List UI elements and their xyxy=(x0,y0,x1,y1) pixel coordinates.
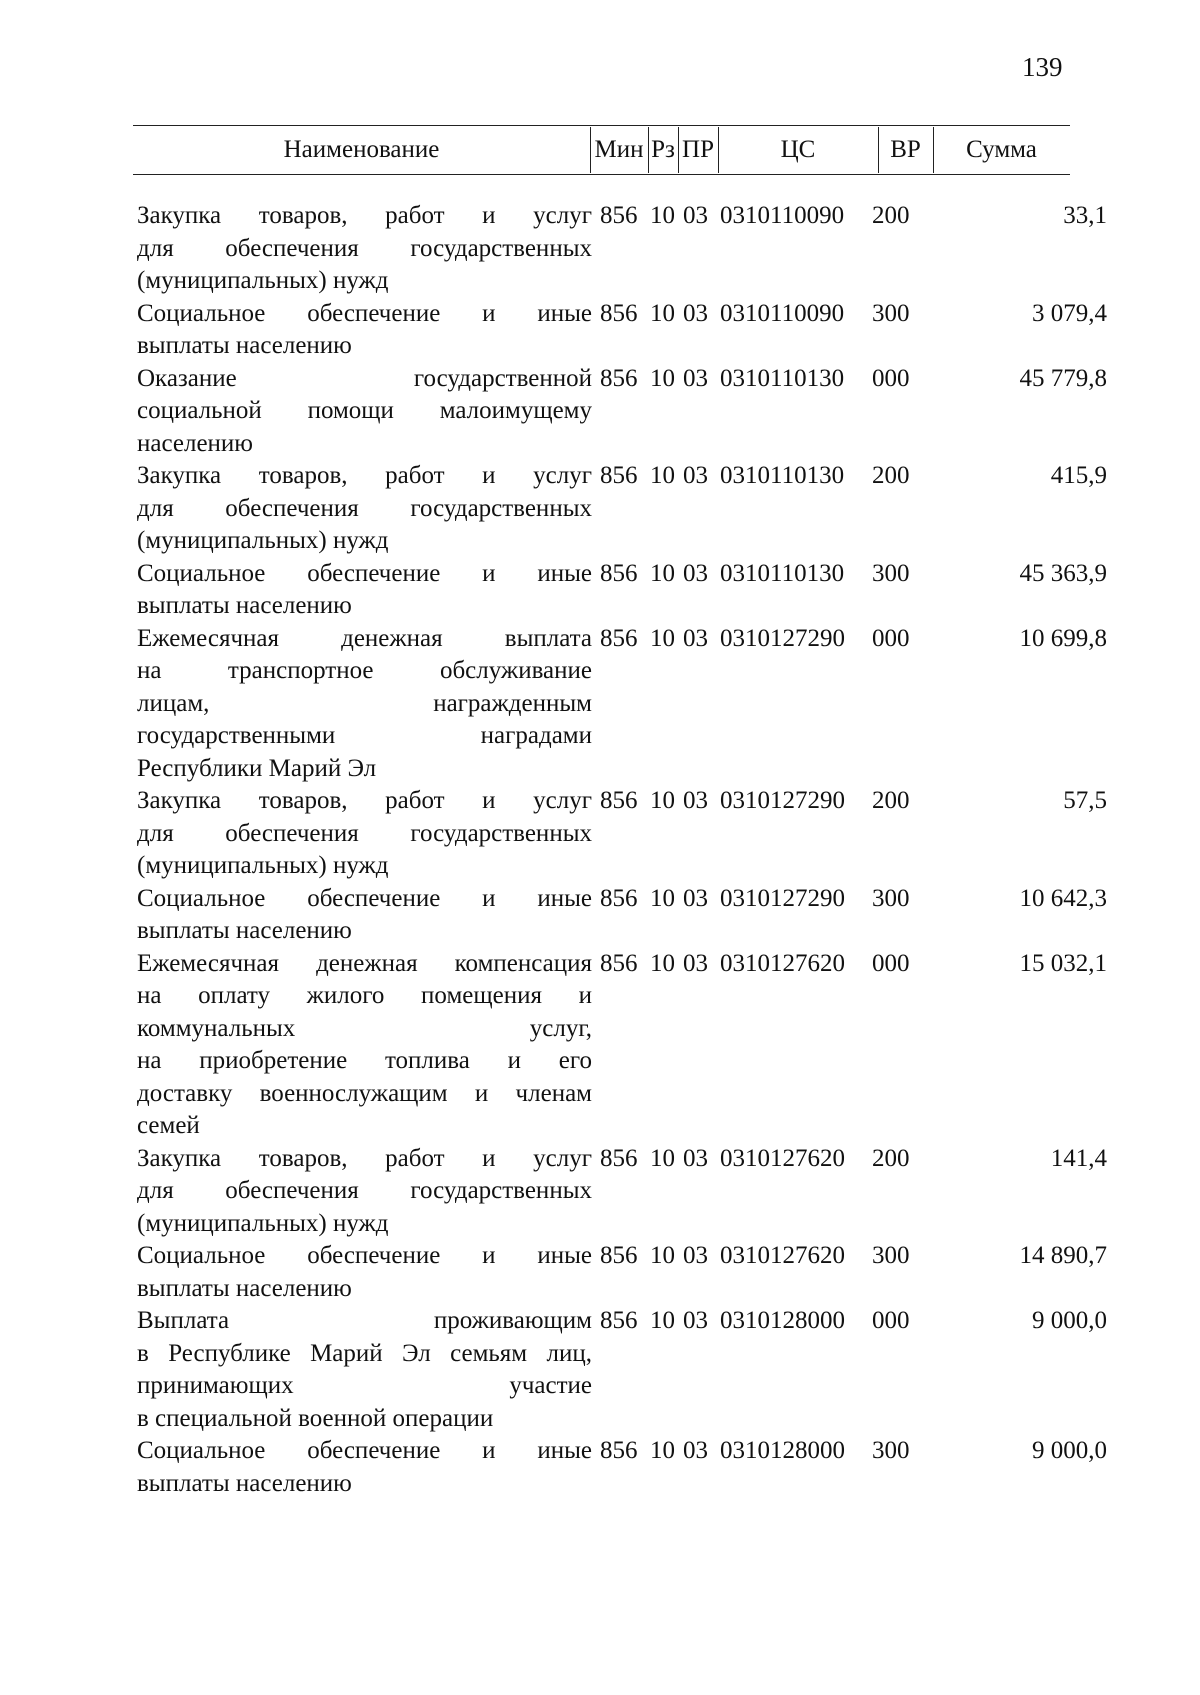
row-cs: 0310127290 xyxy=(720,787,845,814)
table-row xyxy=(137,883,1107,948)
row-min: 856 xyxy=(600,1307,638,1334)
row-sum: 14 890,7 xyxy=(1019,1242,1107,1269)
table-top-rule xyxy=(133,125,1070,126)
table-row xyxy=(137,200,1107,298)
row-name-line: на транспортное обслуживание xyxy=(137,657,592,684)
row-rz: 10 xyxy=(650,299,675,327)
header-cs: ЦС xyxy=(780,136,816,163)
row-name-line: Ежемесячная денежная выплата xyxy=(137,624,592,652)
row-cs: 0310127290 xyxy=(720,884,845,912)
row-name-line: выплаты населению xyxy=(137,332,352,359)
row-pr: 03 xyxy=(683,884,708,912)
table-row xyxy=(137,363,1107,461)
table-header xyxy=(133,127,1070,173)
row-name xyxy=(137,1240,592,1305)
row-sum: 15 032,1 xyxy=(1019,949,1107,977)
row-name xyxy=(137,200,592,298)
table-row xyxy=(137,948,1107,1143)
row-vr: 300 xyxy=(872,1242,910,1269)
row-name xyxy=(137,785,592,883)
row-vr: 000 xyxy=(872,624,910,652)
table-row xyxy=(137,558,1107,623)
row-name-line: семей xyxy=(137,1112,200,1139)
row-name-line: Республики Марий Эл xyxy=(137,754,377,782)
row-min: 856 xyxy=(600,559,638,587)
row-name xyxy=(137,948,592,1143)
row-name-line: на оплату жилого помещения и xyxy=(137,982,592,1009)
row-sum: 9 000,0 xyxy=(1032,1307,1107,1334)
row-vr: 300 xyxy=(872,559,910,587)
row-name-line: государственными наградами xyxy=(137,722,592,749)
row-vr: 200 xyxy=(872,462,910,489)
row-name xyxy=(137,298,592,363)
page-number: 139 xyxy=(1022,52,1063,82)
row-cs: 0310110130 xyxy=(720,462,845,489)
row-vr: 200 xyxy=(872,202,910,229)
table-row xyxy=(137,1143,1107,1241)
header-vr: ВР xyxy=(890,136,921,163)
row-min: 856 xyxy=(600,624,638,652)
row-rz: 10 xyxy=(650,559,675,587)
row-pr: 03 xyxy=(683,1437,708,1464)
row-rz: 10 xyxy=(650,1144,675,1172)
row-name xyxy=(137,558,592,623)
row-cs: 0310127290 xyxy=(720,624,845,652)
header-divider xyxy=(678,127,679,173)
row-sum: 9 000,0 xyxy=(1032,1437,1107,1464)
row-name-line: выплаты населению xyxy=(137,592,352,619)
row-pr: 03 xyxy=(683,1242,708,1269)
row-min: 856 xyxy=(600,949,638,977)
row-name-line: выплаты населению xyxy=(137,1274,352,1302)
row-sum: 57,5 xyxy=(1063,787,1107,814)
header-divider xyxy=(878,127,879,173)
header-pr: ПР xyxy=(682,136,714,163)
row-sum: 415,9 xyxy=(1050,462,1107,489)
row-name-line: в специальной военной операции xyxy=(137,1404,494,1432)
row-min: 856 xyxy=(600,884,638,912)
row-name-line: населению xyxy=(137,429,253,457)
row-pr: 03 xyxy=(683,364,708,392)
row-min: 856 xyxy=(600,462,638,489)
header-sum: Сумма xyxy=(966,136,1037,163)
row-min: 856 xyxy=(600,787,638,814)
header-name: Наименование xyxy=(283,136,440,163)
row-cs: 0310127620 xyxy=(720,949,845,977)
row-name-line: Выплата проживающим xyxy=(137,1307,592,1334)
row-rz: 10 xyxy=(650,884,675,912)
row-name-line: Закупка товаров, работ и услуг xyxy=(137,462,592,489)
row-name-line: для обеспечения государственных xyxy=(137,819,592,847)
row-cs: 0310110130 xyxy=(720,364,845,392)
row-pr: 03 xyxy=(683,624,708,652)
row-cs: 0310128000 xyxy=(720,1307,845,1334)
row-name xyxy=(137,363,592,461)
row-name-line: для обеспечения государственных xyxy=(137,234,592,262)
row-name-line: для обеспечения государственных xyxy=(137,494,592,522)
row-name-line: (муниципальных) нужд xyxy=(137,527,389,554)
row-pr: 03 xyxy=(683,462,708,489)
row-rz: 10 xyxy=(650,364,675,392)
row-sum: 3 079,4 xyxy=(1032,299,1107,327)
row-name-line: (муниципальных) нужд xyxy=(137,1209,389,1237)
row-name-line: для обеспечения государственных xyxy=(137,1177,592,1204)
row-name-line: (муниципальных) нужд xyxy=(137,852,389,879)
row-name xyxy=(137,883,592,948)
row-name xyxy=(137,460,592,558)
row-rz: 10 xyxy=(650,949,675,977)
row-vr: 300 xyxy=(872,884,910,912)
header-rz: Рз xyxy=(651,136,675,163)
row-cs: 0310110130 xyxy=(720,559,845,587)
row-cs: 0310128000 xyxy=(720,1437,845,1464)
row-min: 856 xyxy=(600,1144,638,1172)
row-vr: 000 xyxy=(872,364,910,392)
row-sum: 33,1 xyxy=(1063,202,1107,229)
header-divider xyxy=(933,127,934,173)
row-cs: 0310127620 xyxy=(720,1144,845,1172)
table-row xyxy=(137,298,1107,363)
row-rz: 10 xyxy=(650,202,675,229)
row-vr: 300 xyxy=(872,1437,910,1464)
row-sum: 141,4 xyxy=(1050,1144,1107,1172)
table-body xyxy=(137,200,1107,1500)
header-divider xyxy=(718,127,719,173)
row-name-line: выплаты населению xyxy=(137,1469,352,1497)
row-pr: 03 xyxy=(683,202,708,229)
row-min: 856 xyxy=(600,364,638,392)
row-vr: 200 xyxy=(872,1144,910,1172)
row-vr: 000 xyxy=(872,949,910,977)
row-name-line: коммунальных услуг, xyxy=(137,1014,592,1042)
row-name xyxy=(137,623,592,786)
row-name-line: выплаты населению xyxy=(137,917,352,944)
table-header-bottom-rule xyxy=(133,174,1070,175)
row-min: 856 xyxy=(600,1242,638,1269)
row-sum: 45 363,9 xyxy=(1019,559,1107,587)
row-name-line: Закупка товаров, работ и услуг xyxy=(137,787,592,814)
row-rz: 10 xyxy=(650,1437,675,1464)
row-name-line: Ежемесячная денежная компенсация xyxy=(137,949,592,977)
row-name-line: доставку военнослужащим и членам xyxy=(137,1079,592,1107)
row-pr: 03 xyxy=(683,1307,708,1334)
row-rz: 10 xyxy=(650,1307,675,1334)
row-pr: 03 xyxy=(683,559,708,587)
row-min: 856 xyxy=(600,299,638,327)
row-rz: 10 xyxy=(650,624,675,652)
table-row xyxy=(137,1435,1107,1500)
row-sum: 10 642,3 xyxy=(1019,884,1107,912)
header-divider xyxy=(590,127,591,173)
row-name-line: Закупка товаров, работ и услуг xyxy=(137,202,592,229)
row-cs: 0310127620 xyxy=(720,1242,845,1269)
table-row xyxy=(137,460,1107,558)
row-name-line: лицам, награжденным xyxy=(137,689,592,717)
row-pr: 03 xyxy=(683,787,708,814)
table-row xyxy=(137,785,1107,883)
row-sum: 10 699,8 xyxy=(1019,624,1107,652)
row-pr: 03 xyxy=(683,949,708,977)
row-name xyxy=(137,1435,592,1500)
row-rz: 10 xyxy=(650,1242,675,1269)
table-row xyxy=(137,623,1107,786)
row-name xyxy=(137,1143,592,1241)
row-name-line: Социальное обеспечение и иные xyxy=(137,1437,592,1464)
row-name-line: Социальное обеспечение и иные xyxy=(137,884,592,912)
row-min: 856 xyxy=(600,202,638,229)
row-rz: 10 xyxy=(650,787,675,814)
table-row xyxy=(137,1240,1107,1305)
row-name-line: Закупка товаров, работ и услуг xyxy=(137,1144,592,1172)
row-name-line: в Республике Марий Эл семьям лиц, xyxy=(137,1339,592,1367)
row-rz: 10 xyxy=(650,462,675,489)
header-divider xyxy=(648,127,649,173)
row-name-line: принимающих участие xyxy=(137,1372,592,1399)
row-name-line: Социальное обеспечение и иные xyxy=(137,299,592,327)
row-pr: 03 xyxy=(683,299,708,327)
row-name-line: социальной помощи малоимущему xyxy=(137,397,592,424)
row-cs: 0310110090 xyxy=(720,202,845,229)
row-name-line: Оказание государственной xyxy=(137,364,592,392)
row-sum: 45 779,8 xyxy=(1019,364,1107,392)
row-name-line: Социальное обеспечение и иные xyxy=(137,559,592,587)
row-vr: 300 xyxy=(872,299,910,327)
table-row xyxy=(137,1305,1107,1435)
header-min: Мин xyxy=(594,136,644,163)
row-name-line: (муниципальных) нужд xyxy=(137,267,389,294)
row-min: 856 xyxy=(600,1437,638,1464)
row-name xyxy=(137,1305,592,1435)
row-pr: 03 xyxy=(683,1144,708,1172)
row-cs: 0310110090 xyxy=(720,299,845,327)
row-name-line: на приобретение топлива и его xyxy=(137,1047,592,1074)
row-vr: 000 xyxy=(872,1307,910,1334)
row-vr: 200 xyxy=(872,787,910,814)
row-name-line: Социальное обеспечение и иные xyxy=(137,1242,592,1269)
